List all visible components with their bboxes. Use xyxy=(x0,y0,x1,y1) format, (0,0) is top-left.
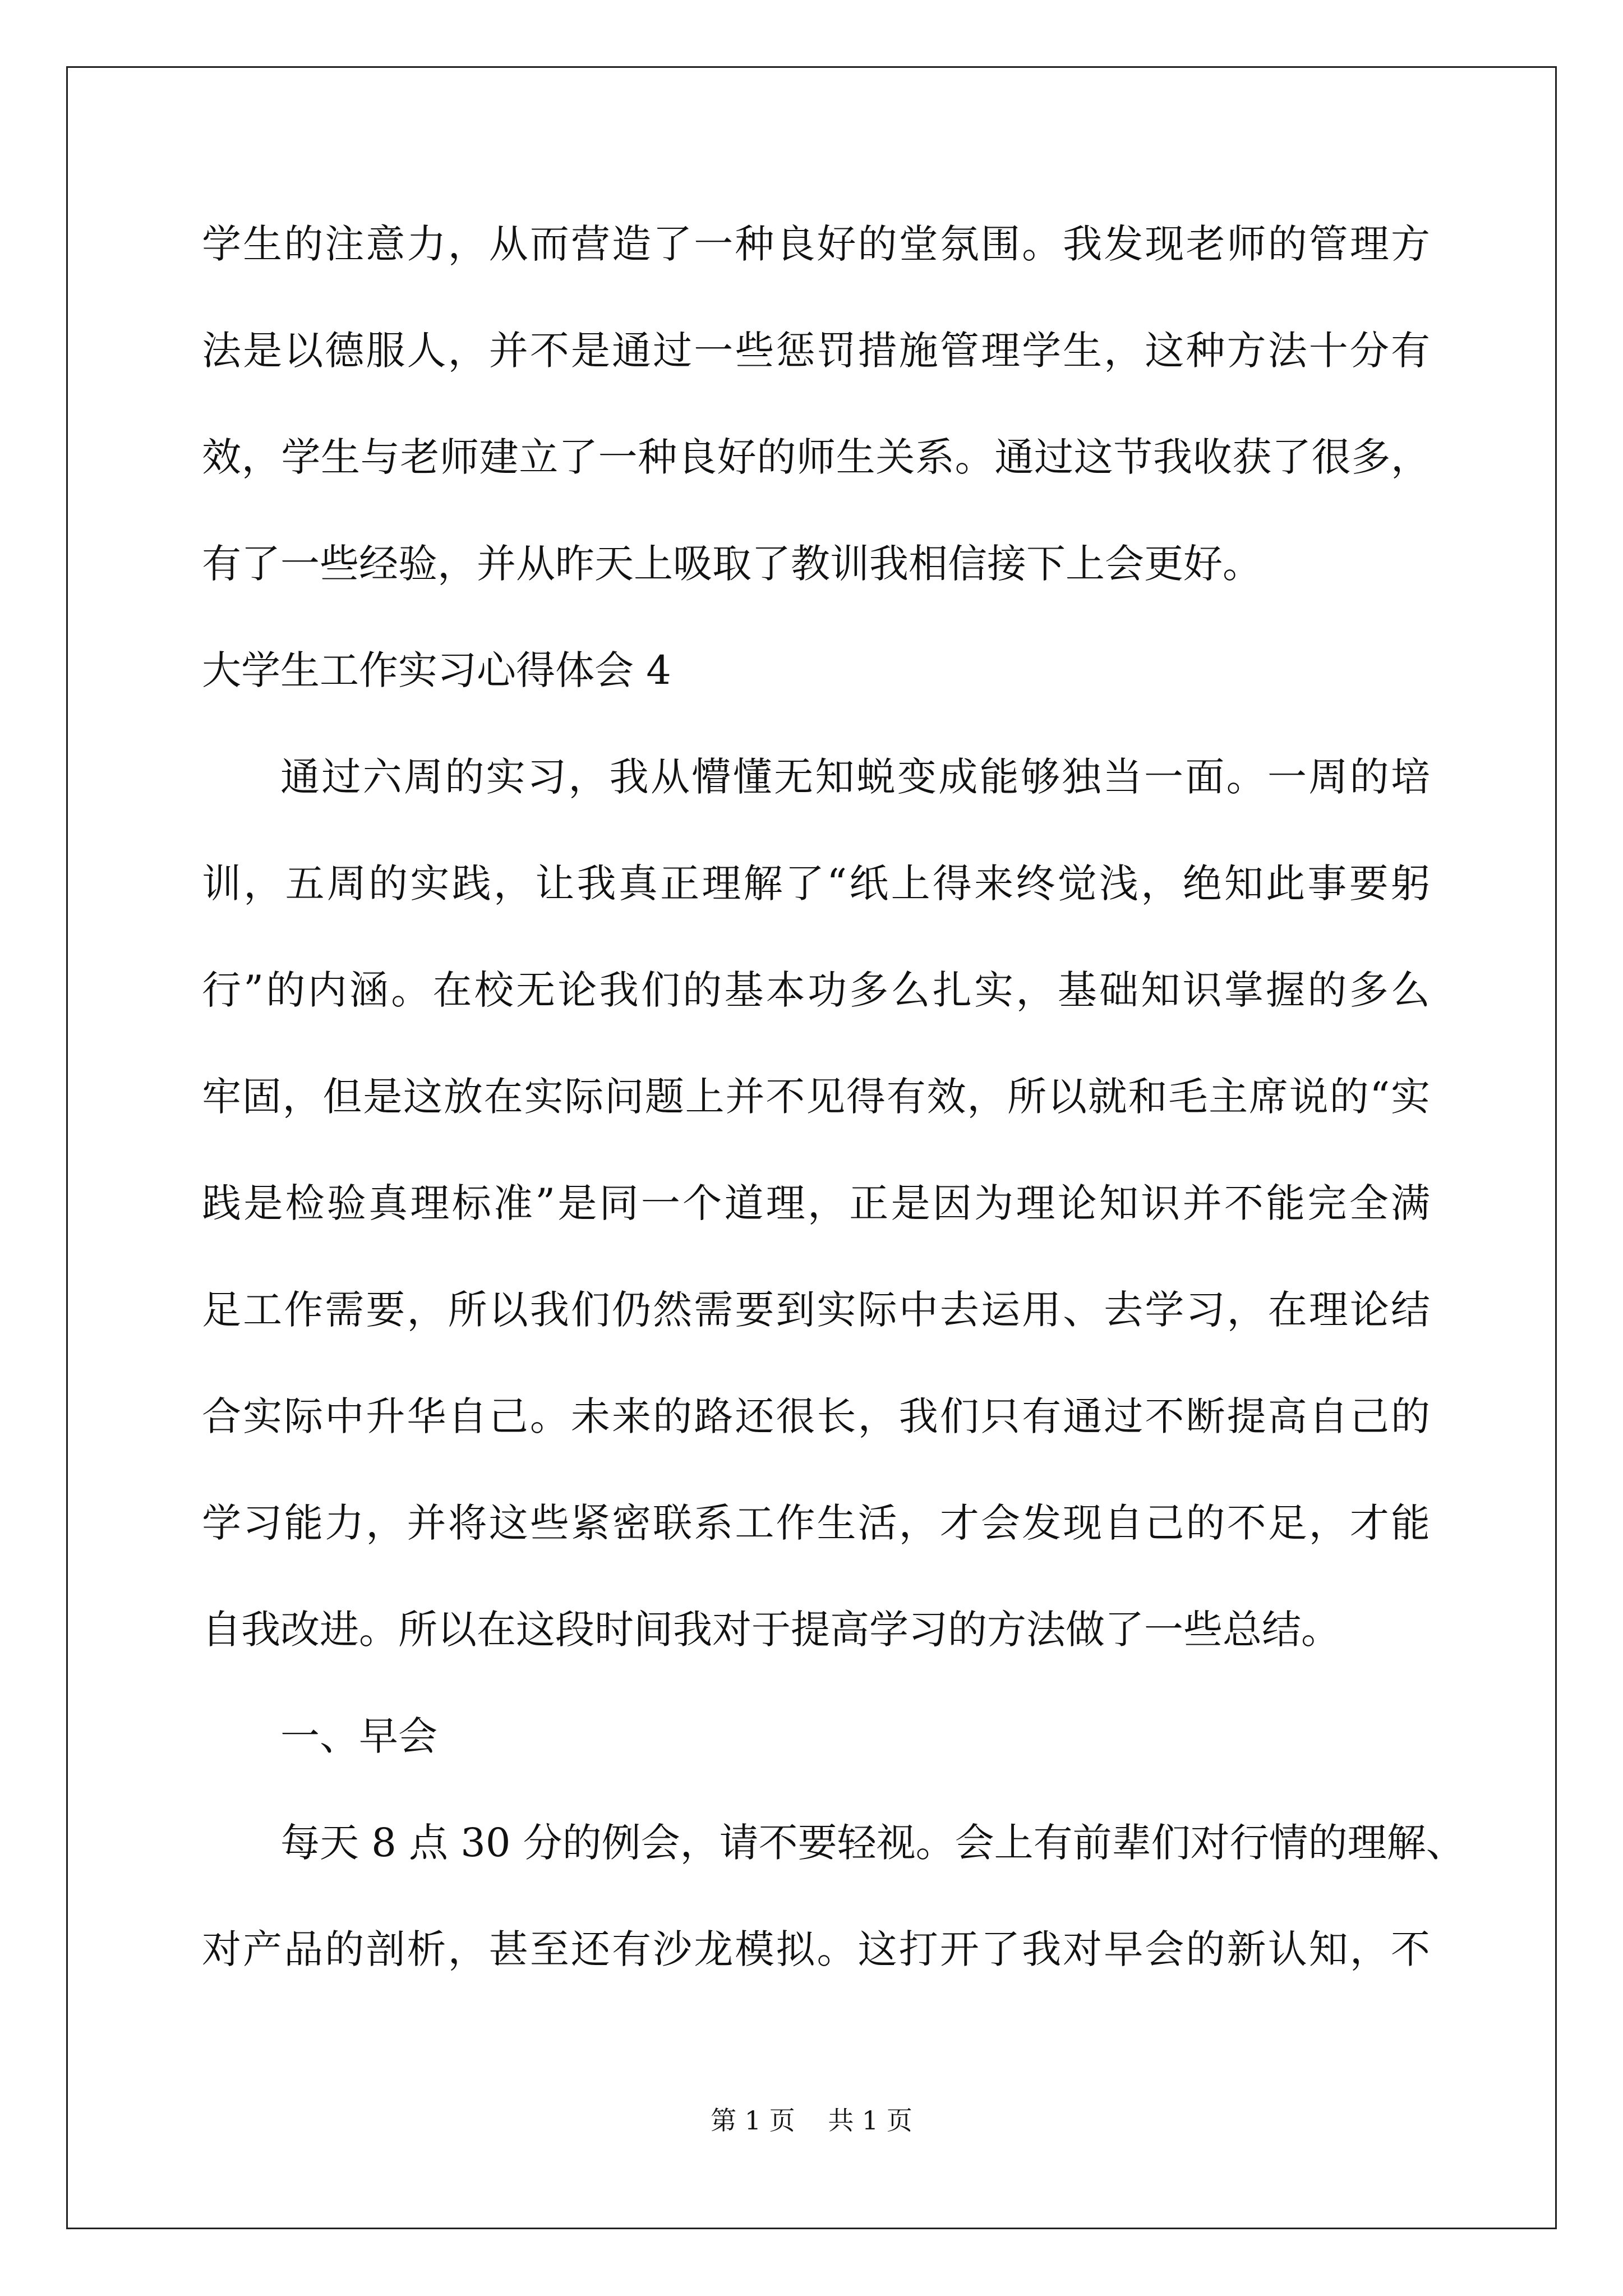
text-line: 对产品的剖析，甚至还有沙龙模拟。这打开了我对早会的新认知，不 xyxy=(202,1926,1430,1972)
text-line: 效，学生与老师建立了一种良好的师生关系。通过这节我收获了很多， xyxy=(202,434,1430,480)
document-body xyxy=(202,215,1465,2027)
subsection-heading: 一、早会 xyxy=(280,1713,437,1759)
text-line: 践是检验真理标准”是同一个道理，正是因为理论知识并不能完全满 xyxy=(202,1180,1430,1226)
text-line: 有了一些经验，并从昨天上吸取了教训我相信接下上会更好。 xyxy=(202,541,1262,587)
text-line: 合实际中升华自己。未来的路还很长，我们只有通过不断提高自己的 xyxy=(202,1393,1430,1439)
text-line: 法是以德服人，并不是通过一些惩罚措施管理学生，这种方法十分有 xyxy=(202,328,1430,374)
text-line: 通过六周的实习，我从懵懂无知蜕变成能够独当一面。一周的培 xyxy=(280,754,1430,800)
text-line: 训，五周的实践，让我真正理解了“纸上得来终觉浅，绝知此事要躬 xyxy=(202,861,1430,907)
text-line: 行”的内涵。在校无论我们的基本功多么扎实，基础知识掌握的多么 xyxy=(202,967,1430,1013)
text-line: 足工作需要，所以我们仍然需要到实际中去运用、去学习，在理论结 xyxy=(202,1287,1430,1333)
text-line: 牢固，但是这放在实际问题上并不见得有效，所以就和毛主席说的“实 xyxy=(202,1074,1430,1120)
text-line: 学习能力，并将这些紧密联系工作生活，才会发现自己的不足，才能 xyxy=(202,1500,1430,1546)
text-line: 学生的注意力，从而营造了一种良好的堂氛围。我发现老师的管理方 xyxy=(202,221,1430,267)
page-footer xyxy=(0,2104,1623,2137)
text-line: 每天 8 点 30 分的例会，请不要轻视。会上有前辈们对行情的理解、 xyxy=(280,1820,1465,1866)
text-line: 自我改进。所以在这段时间我对于提高学习的方法做了一些总结。 xyxy=(202,1607,1340,1653)
section-heading: 大学生工作实习心得体会 4 xyxy=(202,647,671,693)
page-total: 共 1 页 xyxy=(828,2105,912,2136)
page-number: 第 1 页 xyxy=(711,2105,795,2136)
